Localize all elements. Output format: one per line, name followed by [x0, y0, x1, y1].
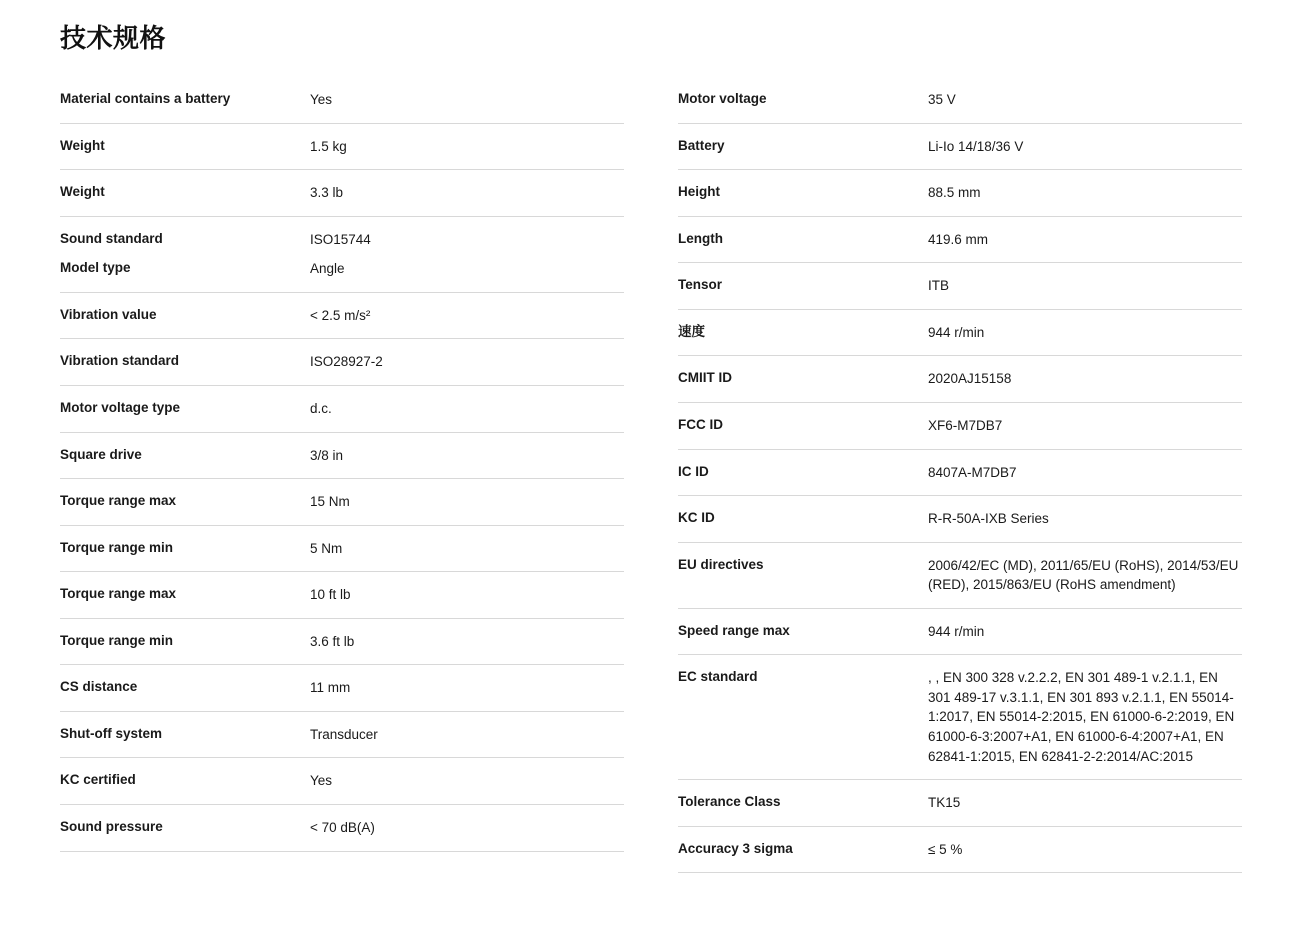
spec-label: Model type	[60, 260, 131, 276]
spec-row	[60, 339, 624, 386]
spec-row	[678, 780, 1242, 827]
spec-value: 8407A-M7DB7	[928, 464, 1017, 480]
spec-value: 944 r/min	[928, 324, 985, 340]
spec-value: Yes	[310, 92, 333, 107]
spec-value: XF6-M7DB7	[928, 417, 1003, 433]
spec-label: Tolerance Class	[678, 794, 781, 810]
spec-row	[678, 403, 1242, 450]
spec-value: 2020AJ15158	[928, 371, 1012, 387]
spec-label: EC standard	[678, 669, 758, 685]
spec-value: ISO28927-2	[310, 354, 383, 370]
spec-row	[678, 609, 1242, 656]
spec-label: Accuracy 3 sigma	[678, 840, 793, 856]
spec-label: Weight	[60, 137, 105, 153]
spec-label: CMIIT ID	[678, 370, 732, 386]
spec-row	[678, 310, 1242, 357]
spec-row	[678, 170, 1242, 217]
spec-label: CS distance	[60, 679, 138, 695]
spec-value: 1.5 kg	[310, 138, 347, 154]
spec-label: Sound standard	[60, 230, 163, 246]
spec-value: Yes	[310, 773, 333, 789]
spec-label: Weight	[60, 184, 105, 200]
spec-label: FCC ID	[678, 416, 723, 432]
spec-value: 2006/42/EC (MD), 2011/65/EU (RoHS), 2014/53/EU (RED), 2015/863/EU (RoHS amendment)	[928, 557, 1239, 593]
spec-value: 3.3 lb	[310, 185, 344, 201]
spec-value: d.c.	[310, 400, 332, 416]
spec-row	[678, 450, 1242, 497]
spec-label: Length	[678, 230, 723, 246]
spec-label: Torque range max	[60, 493, 177, 509]
spec-value: Transducer	[310, 726, 378, 742]
spec-label: Vibration standard	[60, 353, 180, 369]
spec-row	[678, 356, 1242, 403]
spec-label: KC ID	[678, 510, 715, 526]
spec-label: Torque range min	[60, 539, 174, 555]
spec-row	[60, 77, 624, 124]
spec-row	[60, 170, 624, 217]
spec-row	[60, 619, 624, 666]
spec-label: Torque range max	[60, 586, 177, 602]
spec-row	[60, 572, 624, 619]
spec-value: TK15	[928, 795, 961, 811]
spec-label: Battery	[678, 137, 725, 153]
spec-row	[60, 386, 624, 433]
spec-value: , , EN 300 328 v.2.2.2, EN 301 489-1 v.2.1.1, EN 301 489-17 v.3.1.1, EN 301 893 v.2.1.1, EN 55014-1:2017, EN 55014-2:2015, EN 61000-6-2:2019, EN 61000-6-3:2007+A1, EN 61000-6-4:2007+A1, EN 62841-1:2015, EN 62841-2-2:2014/AC:2015	[928, 670, 1235, 764]
spec-row	[678, 827, 1242, 874]
spec-label: Motor voltage	[678, 91, 767, 106]
spec-row	[60, 805, 624, 852]
spec-value: 3.6 ft lb	[310, 633, 355, 649]
spec-label: Vibration value	[60, 306, 157, 322]
spec-value: < 70 dB(A)	[310, 820, 375, 835]
spec-label: Tensor	[678, 277, 723, 293]
spec-row	[678, 543, 1242, 609]
spec-row	[60, 758, 624, 805]
spec-column-left	[60, 77, 624, 852]
spec-row	[678, 124, 1242, 171]
spec-label: Motor voltage type	[60, 399, 181, 415]
spec-row	[60, 254, 624, 293]
spec-row	[60, 217, 624, 255]
spec-value: 3/8 in	[310, 447, 344, 463]
spec-value: ISO15744	[310, 231, 371, 247]
spec-label: Speed range max	[678, 622, 790, 638]
spec-columns	[60, 77, 1242, 873]
spec-value: < 2.5 m/s²	[310, 307, 371, 323]
spec-value: ≤ 5 %	[928, 841, 963, 857]
spec-label: Torque range min	[60, 632, 174, 648]
spec-row	[678, 77, 1242, 124]
spec-value: ITB	[928, 278, 950, 294]
spec-value: R-R-50A-IXB Series	[928, 511, 1049, 527]
spec-row	[60, 712, 624, 759]
spec-label: Square drive	[60, 446, 142, 462]
spec-label: Material contains a battery	[60, 91, 231, 106]
spec-value: 5 Nm	[310, 540, 343, 556]
spec-row	[678, 217, 1242, 264]
spec-label: 速度	[678, 323, 705, 339]
spec-label: Sound pressure	[60, 819, 163, 834]
spec-row	[60, 433, 624, 480]
spec-value: Angle	[310, 261, 345, 277]
spec-row	[678, 655, 1242, 780]
spec-value: 944 r/min	[928, 623, 985, 639]
spec-row	[60, 665, 624, 712]
spec-value: 88.5 mm	[928, 185, 981, 201]
spec-label: Shut-off system	[60, 725, 163, 741]
spec-value: 419.6 mm	[928, 231, 989, 247]
spec-row	[60, 293, 624, 340]
spec-label: IC ID	[678, 463, 709, 479]
page-title: 技术规格	[60, 23, 167, 53]
spec-value: 10 ft lb	[310, 587, 351, 603]
spec-value: 15 Nm	[310, 494, 350, 510]
spec-value: 11 mm	[310, 680, 351, 696]
spec-column-right	[678, 77, 1242, 873]
spec-row	[60, 479, 624, 526]
spec-value: Li-Io 14/18/36 V	[928, 138, 1024, 154]
spec-label: EU directives	[678, 556, 764, 572]
spec-row	[60, 526, 624, 573]
technical-specification-page	[0, 18, 1302, 925]
spec-value: 35 V	[928, 92, 956, 107]
spec-row	[678, 263, 1242, 310]
spec-label: Height	[678, 184, 720, 200]
spec-row	[60, 124, 624, 171]
spec-label: KC certified	[60, 772, 136, 788]
spec-row	[678, 496, 1242, 543]
